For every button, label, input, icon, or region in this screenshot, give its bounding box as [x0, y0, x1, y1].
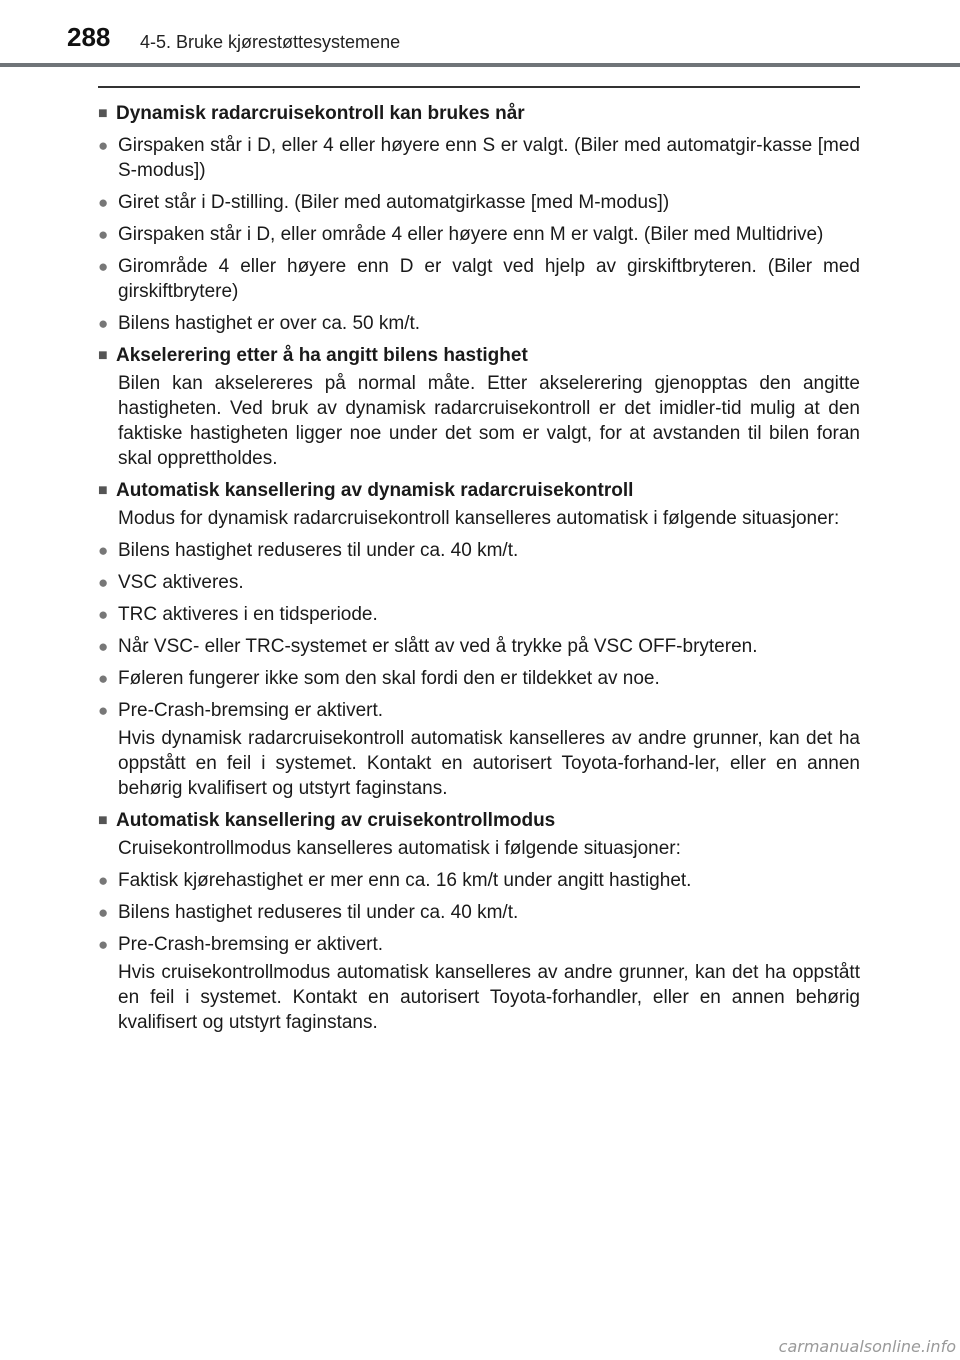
dot-bullet-icon: ●	[98, 637, 109, 656]
square-bullet-icon: ■	[98, 105, 108, 122]
dot-bullet-icon: ●	[98, 871, 109, 890]
paragraph: Modus for dynamisk radarcruisekontroll kanselleres automatisk i følgende situasjoner:	[118, 508, 840, 529]
section-heading-text: Akselerering etter å ha angitt bilens hastighet	[116, 345, 528, 366]
dot-bullet-icon: ●	[98, 225, 109, 244]
section-heading	[98, 101, 860, 126]
dot-bullet-icon: ●	[98, 669, 109, 688]
section-heading	[98, 478, 860, 503]
list-item-text: Girområde 4 eller høyere enn D er valgt ved hjelp av girskiftbryteren. (Biler med girskiftbrytere)	[118, 256, 860, 302]
dot-bullet-icon: ●	[98, 314, 109, 333]
page-number: 288	[67, 22, 111, 52]
section-heading	[98, 808, 860, 833]
dot-bullet-icon: ●	[98, 903, 109, 922]
dot-bullet-icon: ●	[98, 701, 109, 720]
list-item	[98, 900, 860, 925]
list-item	[98, 932, 860, 957]
list-item	[98, 311, 860, 336]
list-item	[98, 190, 860, 215]
paragraph: Cruisekontrollmodus kanselleres automatisk i følgende situasjoner:	[118, 838, 681, 859]
list-item-text: Bilens hastighet reduseres til under ca. 40 km/t.	[118, 540, 519, 561]
list-item	[98, 698, 860, 723]
list-item	[98, 634, 860, 659]
section-heading-text: Dynamisk radarcruisekontroll kan brukes når	[116, 103, 525, 124]
list-item-text: Føleren fungerer ikke som den skal fordi den er tildekket av noe.	[118, 668, 660, 689]
dot-bullet-icon: ●	[98, 605, 109, 624]
list-item-text: Bilens hastighet er over ca. 50 km/t.	[118, 313, 421, 334]
list-item-text: Faktisk kjørehastighet er mer enn ca. 16 km/t under angitt hastighet.	[118, 870, 692, 891]
dot-bullet-icon: ●	[98, 136, 109, 155]
list-item-text: Når VSC- eller TRC-systemet er slått av ved å trykke på VSC OFF-bryteren.	[118, 636, 758, 657]
chapter-title: 4-5. Bruke kjørestøttesystemene	[140, 32, 401, 52]
list-item	[98, 570, 860, 595]
page-content	[98, 94, 860, 1035]
section-heading	[98, 343, 860, 368]
list-item-text: Girspaken står i D, eller område 4 eller høyere enn M er valgt. (Biler med Multidrive)	[118, 224, 824, 245]
section-heading-text: Automatisk kansellering av cruisekontrollmodus	[116, 810, 556, 831]
list-item	[98, 254, 860, 304]
dot-bullet-icon: ●	[98, 257, 109, 276]
list-item-text: Pre-Crash-bremsing er aktivert.	[118, 934, 384, 955]
list-item	[98, 222, 860, 247]
list-item	[98, 538, 860, 563]
dot-bullet-icon: ●	[98, 541, 109, 560]
list-item	[98, 602, 860, 627]
dot-bullet-icon: ●	[98, 573, 109, 592]
list-item-text: Girspaken står i D, eller 4 eller høyere enn S er valgt. (Biler med automatgir-kasse [med S-modus])	[118, 135, 860, 181]
square-bullet-icon: ■	[98, 347, 108, 364]
paragraph: Bilen kan akselereres på normal måte. Etter akselerering gjenopptas den angitte hastigheten. Ved bruk av dynamisk radarcruisekontroll er det imidler-tid mulig at den faktiske hastigheten ligger noe under det som er valgt, for at avstanden til bilen foran skal opprettholdes.	[118, 373, 860, 469]
list-item-text: Pre-Crash-bremsing er aktivert.	[118, 700, 384, 721]
watermark: carmanualsonline.info	[778, 1337, 956, 1356]
list-item-text: Bilens hastighet reduseres til under ca. 40 km/t.	[118, 902, 519, 923]
square-bullet-icon: ■	[98, 812, 108, 829]
list-item	[98, 868, 860, 893]
dot-bullet-icon: ●	[98, 935, 109, 954]
section-heading-text: Automatisk kansellering av dynamisk radarcruisekontroll	[116, 480, 634, 501]
list-item-text: Giret står i D-stilling. (Biler med automatgirkasse [med M-modus])	[118, 192, 670, 213]
square-bullet-icon: ■	[98, 482, 108, 499]
list-item-text: VSC aktiveres.	[118, 572, 244, 593]
section-divider	[98, 86, 860, 88]
list-item	[98, 666, 860, 691]
paragraph: Hvis dynamisk radarcruisekontroll automatisk kanselleres av andre grunner, kan det ha oppstått en feil i systemet. Kontakt en autorisert Toyota-forhand-ler, eller en annen behørig kvalifisert og utstyrt faginstans.	[118, 728, 860, 799]
paragraph: Hvis cruisekontrollmodus automatisk kanselleres av andre grunner, kan det ha oppstått en feil i systemet. Kontakt en autorisert Toyota-forhandler, eller en annen behørig kvalifisert og utstyrt faginstans.	[118, 962, 860, 1033]
list-item	[98, 133, 860, 183]
header-rule	[0, 63, 960, 67]
page-header	[0, 0, 960, 68]
list-item-text: TRC aktiveres i en tidsperiode.	[118, 604, 378, 625]
dot-bullet-icon: ●	[98, 193, 109, 212]
